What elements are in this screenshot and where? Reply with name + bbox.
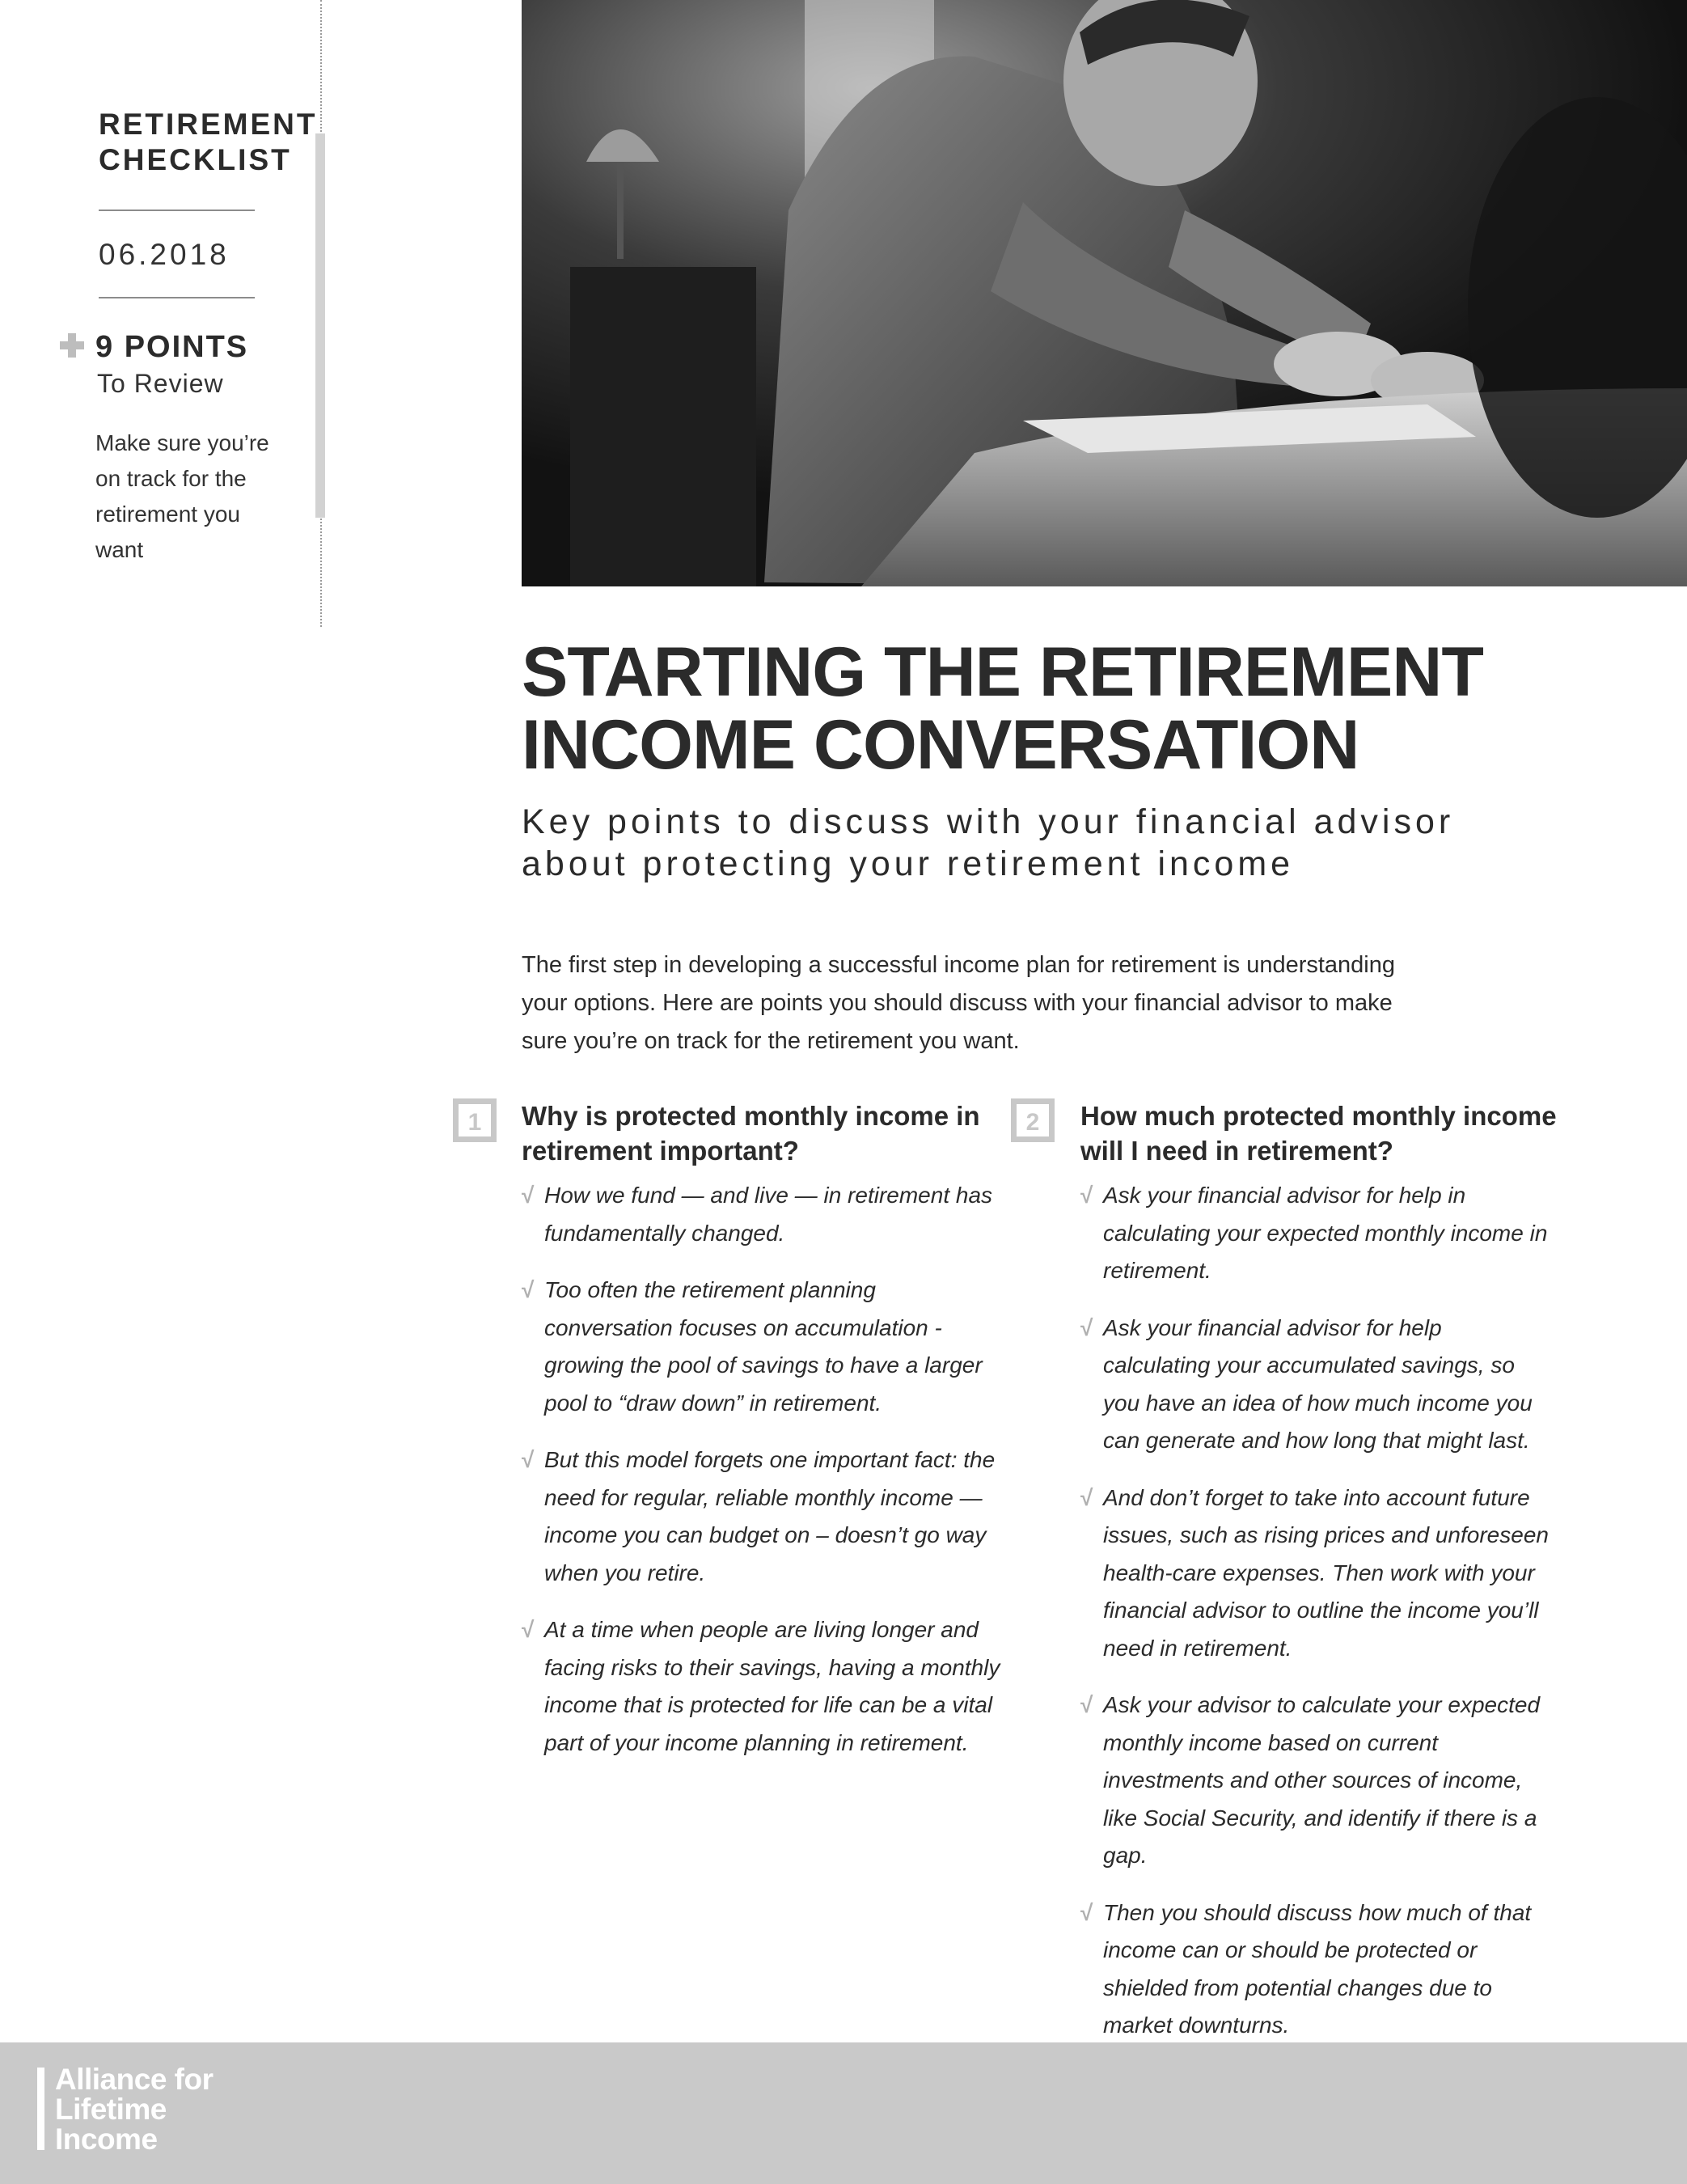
list-item: √ Too often the retirement planning conversation focuses on accumulation - growing the pool of savings to have a larger pool to “draw down” in retirement.	[522, 1272, 1007, 1422]
list-item: √ Ask your financial advisor for help in calculating your expected monthly income in retirement.	[1080, 1177, 1550, 1290]
subtitle-line-1: Key points to discuss with your financial advisor	[522, 802, 1455, 841]
check-icon: √	[522, 1617, 535, 1642]
section-number: 2	[1025, 1109, 1040, 1136]
sidebar-note: Make sure you’re on track for the retirement you want	[95, 430, 269, 562]
plus-icon	[60, 333, 84, 358]
check-icon: √	[522, 1277, 535, 1302]
section-number-badge	[1011, 1098, 1055, 1142]
check-icon: √	[1080, 1314, 1093, 1340]
points-count: 9 POINTS	[95, 330, 249, 364]
points-subtitle: To Review	[97, 369, 224, 398]
logo-line-2: Lifetime	[55, 2093, 167, 2126]
check-icon: √	[522, 1183, 535, 1208]
check-icon: √	[1080, 1183, 1093, 1208]
list-item: √ Then you should discuss how much of that income can or should be protected or shielded from potential changes due to market downturns.	[1080, 1894, 1550, 2045]
logo-line-3: Income	[55, 2123, 158, 2156]
sidebar-rule-top	[99, 210, 255, 211]
section-title: Why is protected monthly income in retirement important?	[522, 1101, 980, 1166]
hero-photo	[522, 0, 1687, 586]
list-item: √ But this model forgets one important fact: the need for regular, reliable monthly income — income you can budget on – doesn’t go way when you retire.	[522, 1441, 1007, 1592]
check-icon: √	[1080, 1692, 1093, 1717]
check-icon: √	[522, 1447, 535, 1472]
logo-mark	[37, 2068, 44, 2150]
checklist-title: RETIREMENT CHECKLIST	[99, 108, 318, 176]
section-bullet-list	[522, 1177, 1007, 1781]
intro-paragraph: The first step in developing a successful income plan for retirement is understanding your options. Here are points you should discuss with your financial advisor to make sure you’re on track for the retirement you want.	[522, 952, 1396, 1054]
check-icon: √	[1080, 1899, 1093, 1925]
list-item: √ And don’t forget to take into account future issues, such as rising prices and unforeseen health-care expenses. Then work with your financial advisor to outline the income you’ll need in retirement.	[1080, 1479, 1550, 1668]
list-item: √ Ask your financial advisor for help calculating your accumulated savings, so you have an idea of how much income you can generate and how long that might last.	[1080, 1310, 1550, 1460]
issue-date: 06.2018	[99, 238, 230, 271]
section-number-badge	[453, 1098, 497, 1142]
list-item: √ Ask your advisor to calculate your expected monthly income based on current investments and other sources of income, like Social Security, and identify if there is a gap.	[1080, 1687, 1550, 1875]
section-number: 1	[467, 1109, 482, 1136]
subtitle-line-2: about protecting your retirement income	[522, 844, 1295, 883]
list-item: √ At a time when people are living longer and facing risks to their savings, having a monthly income that is protected for life can be a vital part of your income planning in retirement.	[522, 1611, 1007, 1762]
sidebar-rule-bottom	[99, 297, 255, 298]
sidebar-accent-bar	[315, 133, 325, 518]
page-title	[522, 633, 1573, 784]
logo-line-1: Alliance for	[55, 2063, 214, 2096]
section-title: How much protected monthly income will I need in retirement?	[1080, 1101, 1557, 1166]
organization-logo	[55, 2064, 298, 2154]
list-item: √ How we fund — and live — in retirement has fundamentally changed.	[522, 1177, 1007, 1252]
title-line-1: STARTING THE RETIREMENT	[522, 633, 1483, 711]
check-icon: √	[1080, 1484, 1093, 1510]
title-line-2: INCOME CONVERSATION	[522, 706, 1359, 784]
page-subtitle	[522, 801, 1654, 885]
section-bullet-list	[1080, 1177, 1550, 2064]
